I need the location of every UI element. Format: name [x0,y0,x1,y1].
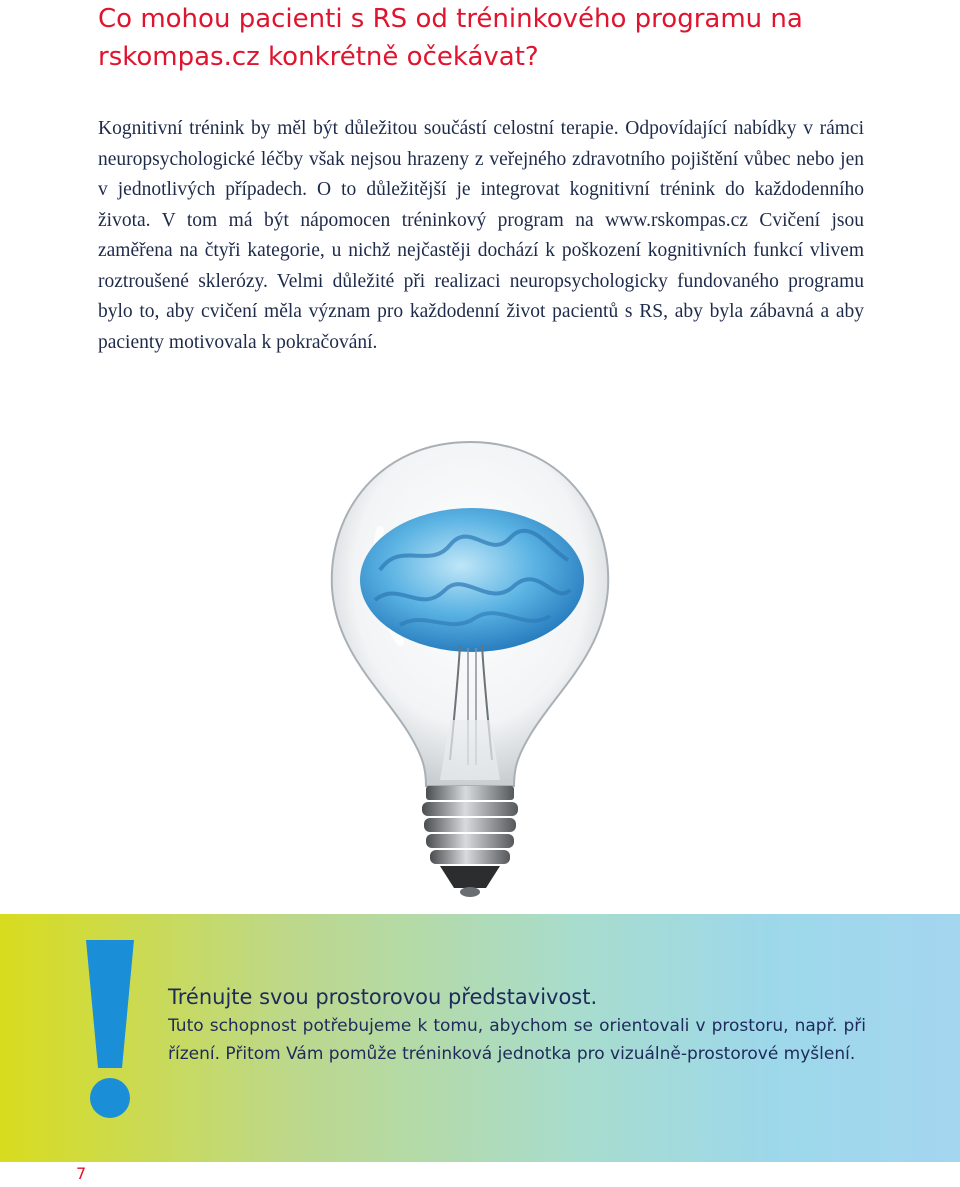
page-number: 7 [76,1164,87,1183]
page-heading: Co mohou pacienti s RS od tréninkového programu na rskompas.cz konkrétně očekávat? [98,4,803,72]
lightbulb-brain-illustration [300,420,640,910]
exclamation-icon [70,940,150,1120]
callout-title: Trénujte svou prostorovou představivost. [168,985,598,1009]
callout-text: Tuto schopnost potřebujeme k tomu, abychom se orientovali v prostoru, např. při řízení. Přitom Vám pomůže tréninková jednotka pro vizuálně-prostorové myšlení. [168,1016,866,1064]
body-paragraph: Kognitivní trénink by měl být důležitou součástí celostní terapie. Odpovídající nabídky v rámci neuropsychologické léčby však nejsou hrazeny z veřejného zdravotního pojištění vůbec nebo jen v jednotlivých případech. O to důležitější je integrovat kognitivní trénink do každodenního života. V tom má být nápomocen tréninkový program na www.rskompas.cz Cvičení jsou zaměřena na čtyři kategorie, u nichž nejčastěji dochází k poškození kognitivních funkcí vlivem roztroušené sklerózy. Velmi důležité při realizaci neuropsychologicky fundovaného programu bylo to, aby cvičení měla význam pro každodenní život pacientů s RS, aby byla zábavná a aby pacienty motivovala k pokračování. [98,118,864,353]
